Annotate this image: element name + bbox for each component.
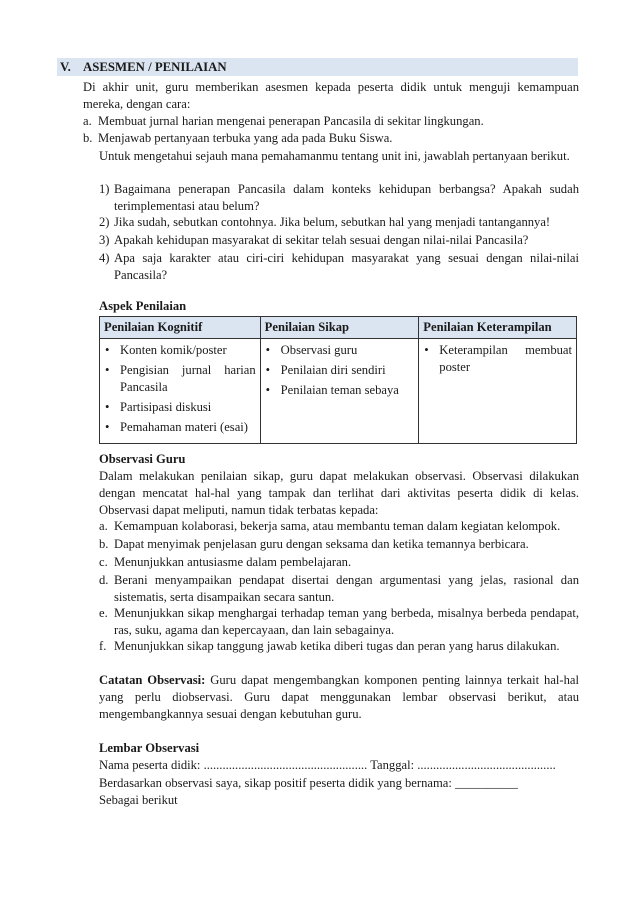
observasi-text: Kemampuan kolaborasi, bekerja sama, atau membantu teman dalam kegiatan kelompok. xyxy=(114,519,561,533)
list-item xyxy=(104,362,256,396)
lembar-line-observasi: Berdasarkan observasi saya, sikap positif peserta didik yang bernama: __________ xyxy=(99,776,518,790)
intro-paragraph: Di akhir unit, guru memberikan asesmen kepada peserta didik untuk menguji kemampuan mereka, dengan cara: xyxy=(83,80,579,111)
lembar-line-sebagai: Sebagai berikut xyxy=(99,793,178,807)
list-item-text: Observasi guru xyxy=(280,343,358,357)
list-item xyxy=(265,362,415,379)
cell-kognitif xyxy=(100,339,261,444)
bullet-icon: • xyxy=(265,343,271,357)
aspek-table xyxy=(99,316,577,444)
observasi-text: Menunjukkan sikap menghargai terhadap teman yang berbeda, misalnya berbeda pendapat, ras, suku, agama dan kepercayaan, dan lain sebagainya. xyxy=(114,606,579,637)
bullet-icon: • xyxy=(105,363,110,377)
method-marker: a. xyxy=(83,114,92,128)
bullet-icon: • xyxy=(424,343,429,357)
observasi-text: Dapat menyimak penjelasan guru dengan seksama dan ketika temannya berbicara. xyxy=(114,537,529,551)
section-heading xyxy=(57,58,578,76)
observasi-marker: a. xyxy=(99,519,108,533)
list-item xyxy=(104,399,256,416)
header-kognitif: Penilaian Kognitif xyxy=(100,317,261,339)
list-item-text: Pemahaman materi (esai) xyxy=(120,420,248,434)
catatan-paragraph xyxy=(99,672,579,723)
section-number: V. xyxy=(60,60,71,74)
question-text: Apa saja karakter atau ciri-ciri kehidupan masyarakat yang sesuai dengan nilai-nilai Pancasila? xyxy=(114,251,579,282)
method-text: Membuat jurnal harian mengenai penerapan Pancasila di sekitar lingkungan. xyxy=(98,114,484,128)
method-text: Menjawab pertanyaan terbuka yang ada pada Buku Siswa. xyxy=(98,131,393,145)
observasi-marker: b. xyxy=(99,537,109,551)
list-item xyxy=(265,382,415,399)
list-item xyxy=(265,342,415,359)
bullet-icon: • xyxy=(265,383,271,397)
bullet-icon: • xyxy=(105,343,110,357)
observasi-marker: e. xyxy=(99,606,108,620)
list-item-text: Keterampilan membuat poster xyxy=(439,343,572,374)
catatan-label: Catatan Observasi: xyxy=(99,673,206,687)
section-title: ASESMEN / PENILAIAN xyxy=(83,60,227,74)
method-marker: b. xyxy=(83,131,93,145)
observasi-text: Menunjukkan antusiasme dalam pembelajaran. xyxy=(114,555,352,569)
list-item-text: Pengisian jurnal harian Pancasila xyxy=(120,363,256,394)
header-keterampilan: Penilaian Keterampilan xyxy=(419,317,577,339)
list-item-text: Partisipasi diskusi xyxy=(120,400,212,414)
table-header-row xyxy=(100,317,577,339)
table-row xyxy=(100,339,577,444)
question-intro: Untuk mengetahui sejauh mana pemahamanmu tentang unit ini, jawablah pertanyaan berikut. xyxy=(99,149,570,163)
question-text: Jika sudah, sebutkan contohnya. Jika belum, sebutkan hal yang menjadi tantangannya! xyxy=(114,215,551,229)
question-text: Apakah kehidupan masyarakat di sekitar telah sesuai dengan nilai-nilai Pancasila? xyxy=(114,233,529,247)
lembar-line-nama: Nama peserta didik: .................................................... Tanggal: ............................................ xyxy=(99,758,556,772)
list-item-text: Penilaian teman sebaya xyxy=(280,383,399,397)
question-marker: 2) xyxy=(99,215,110,229)
question-marker: 1) xyxy=(99,182,110,196)
bullet-icon: • xyxy=(265,363,271,377)
lembar-title: Lembar Observasi xyxy=(99,741,200,755)
list-item xyxy=(104,419,256,436)
observasi-marker: c. xyxy=(99,555,108,569)
bullet-icon: • xyxy=(105,420,110,434)
observasi-text: Menunjukkan sikap tanggung jawab ketika diberi tugas dan peran yang harus dilakukan. xyxy=(114,639,560,653)
catatan-text: Guru dapat mengembangkan komponen penting lainnya terkait hal-hal yang perlu diobservasi. Guru dapat menggunakan lembar observasi berikut, atau mengembangkannya sesuai dengan kebutuhan guru. xyxy=(99,673,579,721)
cell-keterampilan xyxy=(419,339,577,444)
question-text: Bagaimana penerapan Pancasila dalam konteks kehidupan berbangsa? Apakah sudah terimplementasi atau belum? xyxy=(114,182,579,213)
cell-sikap xyxy=(260,339,419,444)
observasi-title: Observasi Guru xyxy=(99,452,186,466)
list-item-text: Konten komik/poster xyxy=(120,343,227,357)
list-item xyxy=(423,342,572,376)
aspek-title: Aspek Penilaian xyxy=(99,299,187,313)
observasi-intro: Dalam melakukan penilaian sikap, guru dapat melakukan observasi. Observasi dilakukan dengan mencatat hal-hal yang tampak dan terlihat dari aktivitas peserta didik di kelas. Observasi dapat meliputi, namun tidak terbatas kepada: xyxy=(99,469,579,517)
bullet-icon: • xyxy=(105,400,110,414)
observasi-marker: d. xyxy=(99,573,109,587)
question-marker: 4) xyxy=(99,251,110,265)
list-item xyxy=(104,342,256,359)
observasi-marker: f. xyxy=(99,639,107,653)
header-sikap: Penilaian Sikap xyxy=(260,317,419,339)
list-item-text: Penilaian diri sendiri xyxy=(280,363,386,377)
observasi-text: Berani menyampaikan pendapat disertai dengan argumentasi yang jelas, rasional dan sistematis, serta disampaikan secara santun. xyxy=(114,573,579,604)
question-marker: 3) xyxy=(99,233,110,247)
